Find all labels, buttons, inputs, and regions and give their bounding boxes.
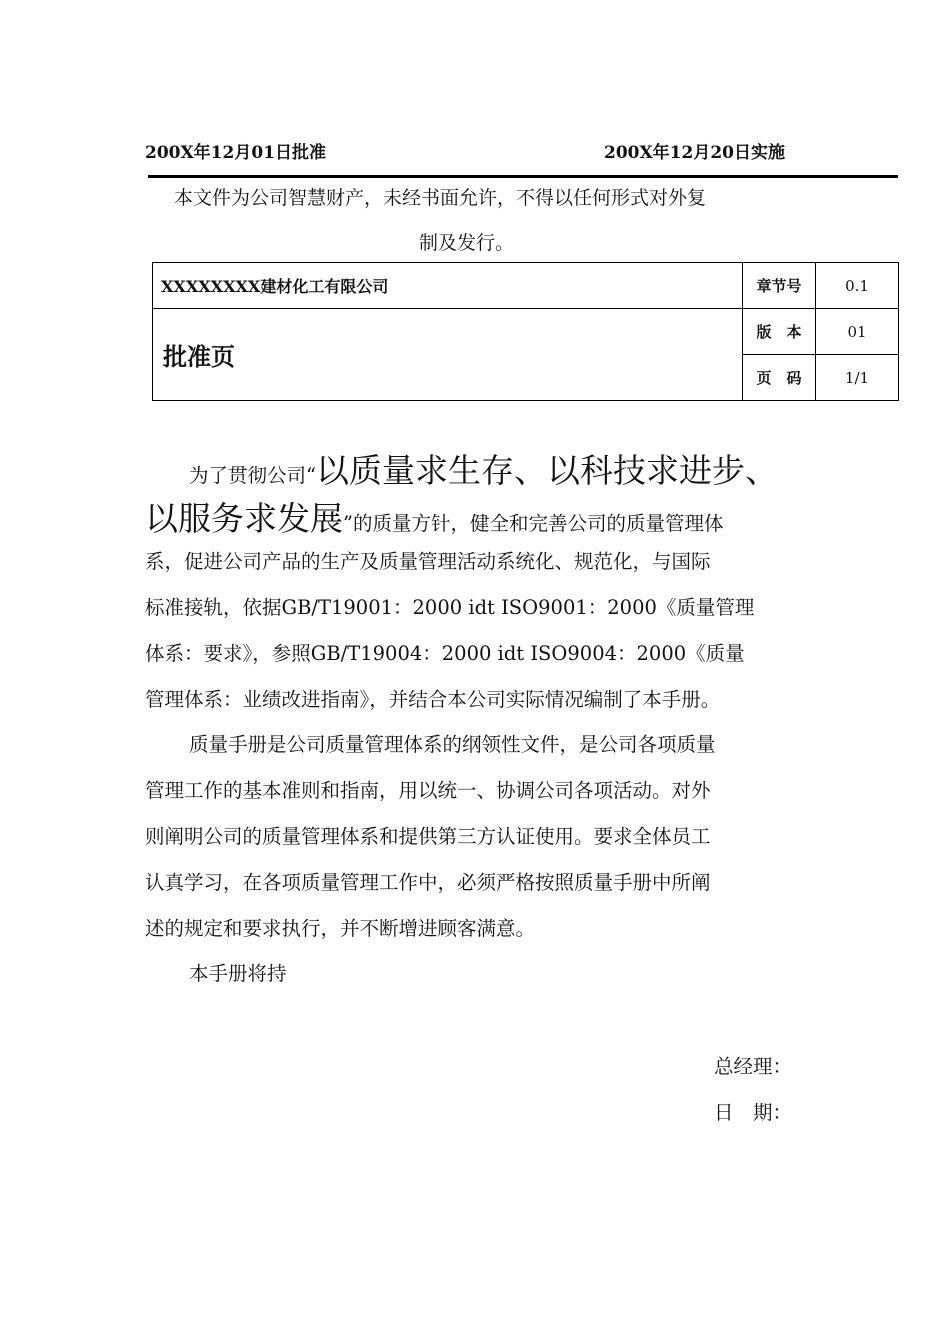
body-text: ”的质量方针，健全和完善公司的质量管理体 (343, 512, 724, 535)
page-number-value: 1/1 (816, 355, 899, 401)
body-line: 本手册将持 (189, 962, 287, 985)
body-line: 则阐明公司的质量管理体系和提供第三方认证使用。要求全体员工 (145, 825, 711, 848)
page-title: 批准页 (153, 309, 743, 401)
body-line: 系，促进公司产品的生产及质量管理活动系统化、规范化，与国际 (145, 550, 711, 573)
body-line: 述的规定和要求执行，并不断增进顾客满意。 (145, 917, 536, 940)
quality-motto: 以质量求生存、以科技求进步、 (315, 451, 778, 490)
chapter-label: 章节号 (743, 263, 816, 309)
version-value: 01 (816, 309, 899, 355)
page-number-label: 页 码 (743, 355, 816, 401)
general-manager-label: 总经理： (714, 1055, 793, 1078)
date-label: 日 期： (714, 1101, 793, 1124)
body-line (189, 446, 869, 501)
body-line: 标准接轨，依据GB/T19001：2000 idt ISO9001：2000《质量管理 (145, 596, 755, 619)
body-line: 质量手册是公司质量管理体系的纲领性文件，是公司各项质量 (189, 733, 716, 756)
body-line: 体系：要求》，参照GB/T19004：2000 idt ISO9004：2000《质量 (145, 642, 745, 665)
effective-date: 200X年12月20日实施 (604, 143, 785, 163)
confidential-notice-line1: 本文件为公司智慧财产，未经书面允许，不得以任何形式对外复 (174, 187, 707, 209)
quality-motto: 以服务求发展 (145, 499, 343, 538)
body-text: 为了贯彻公司“ (189, 464, 316, 487)
document-header-table (152, 262, 899, 401)
approval-date: 200X年12月01日批准 (145, 143, 326, 163)
confidential-notice-line2: 制及发行。 (419, 232, 515, 254)
company-name: XXXXXXXX建材化工有限公司 (153, 263, 743, 309)
body-line: 管理体系：业绩改进指南》，并结合本公司实际情况编制了本手册。 (145, 688, 721, 711)
version-label: 版 本 (743, 309, 816, 355)
body-line: 管理工作的基本准则和指南，用以统一、协调公司各项活动。对外 (145, 779, 711, 802)
header-divider (148, 175, 898, 178)
body-line: 认真学习，在各项质量管理工作中，必须严格按照质量手册中所阐 (145, 871, 711, 894)
chapter-value: 0.1 (816, 263, 899, 309)
